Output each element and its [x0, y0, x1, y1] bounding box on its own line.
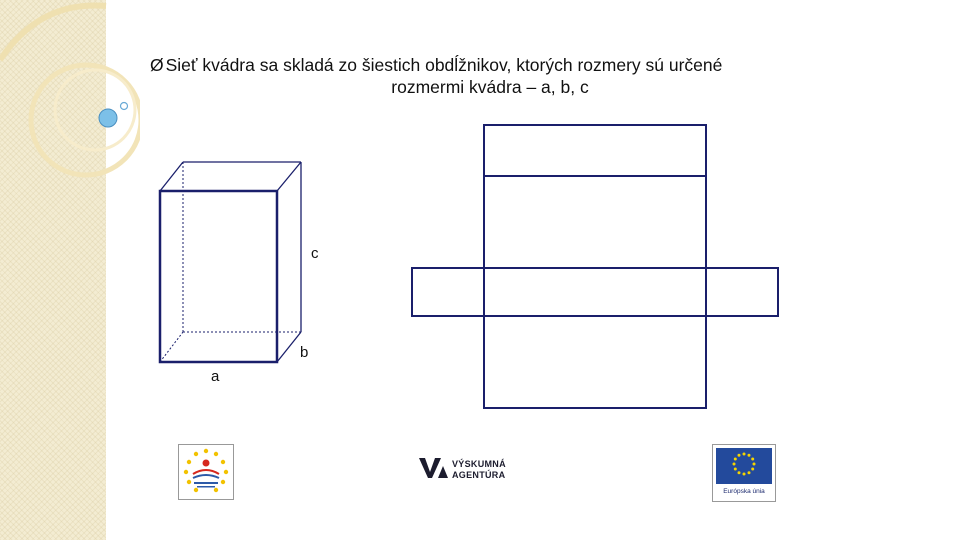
agency-line-1: VÝSKUMNÁ — [452, 459, 506, 469]
title-line-2: rozmermi kvádra – a, b, c — [391, 77, 589, 97]
agency-logo-icon — [418, 456, 450, 480]
cuboid-drawing — [160, 162, 301, 362]
agency-line-2: AGENTÚRA — [452, 470, 506, 480]
label-a: a — [211, 368, 220, 385]
cuboid-bottom-right-edge — [277, 332, 301, 362]
net-back-rectangle — [484, 176, 706, 268]
eu-caption: Európska únia — [723, 488, 765, 495]
arrow-bullet-icon: Ø — [150, 55, 164, 75]
esf-logo — [178, 444, 234, 500]
cuboid-top-right-edge — [277, 162, 301, 191]
cuboid-top-left-edge — [160, 162, 183, 191]
agency-name — [452, 459, 506, 481]
net-top-rectangle — [484, 125, 706, 176]
title-line-1: Sieť kvádra sa skladá zo šiestich obdĺžnikov, ktorých rozmery sú určené — [165, 55, 723, 75]
cuboid-hidden-depth-edge — [160, 332, 183, 362]
net-middle-strip — [412, 268, 778, 316]
label-b: b — [300, 344, 309, 361]
label-c: c — [311, 245, 319, 262]
cuboid-net — [412, 125, 778, 408]
net-front-rectangle — [484, 316, 706, 408]
cuboid-front-face — [160, 191, 277, 362]
